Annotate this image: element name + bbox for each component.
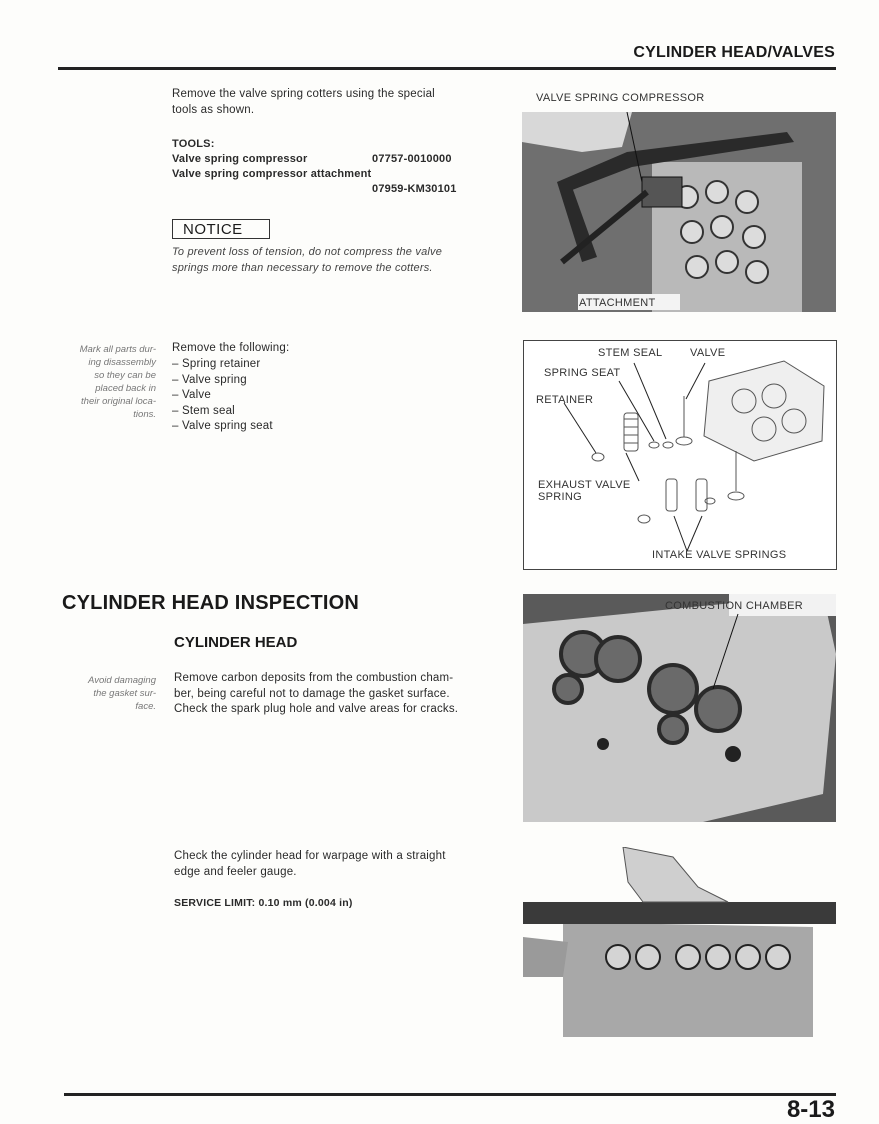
label-stem-seal: STEM SEAL bbox=[598, 347, 663, 359]
tool1-name: Valve spring compressor bbox=[172, 153, 308, 165]
label-intake-valve-springs: INTAKE VALVE SPRINGS bbox=[652, 549, 787, 561]
removal-list bbox=[172, 357, 273, 435]
list-item: – Valve spring bbox=[172, 373, 247, 386]
exhaust-line-2: SPRING bbox=[538, 491, 582, 503]
combustion-chamber-photo bbox=[523, 594, 836, 822]
list-item: – Spring retainer bbox=[172, 358, 261, 370]
list-item: – Valve spring seat bbox=[172, 420, 273, 432]
notice-text bbox=[172, 245, 442, 276]
margin-note-gasket bbox=[56, 674, 156, 713]
notice-line-2: springs more than necessary to remove the cotters. bbox=[172, 261, 433, 274]
note-line: the gasket sur- bbox=[93, 688, 156, 699]
tool2-number: 07959-KM30101 bbox=[372, 183, 457, 195]
note-line: tions. bbox=[133, 409, 156, 420]
note-line: their original loca- bbox=[81, 396, 156, 407]
warpage-photo-art bbox=[523, 847, 836, 1037]
cotters-instruction bbox=[172, 87, 512, 118]
carbon-line: Remove carbon deposits from the combustion cham- bbox=[174, 672, 454, 684]
valve-parts-diagram bbox=[523, 340, 837, 570]
tools-label: TOOLS: bbox=[172, 138, 215, 150]
carbon-instructions bbox=[174, 671, 514, 718]
label-exhaust-valve-spring bbox=[538, 479, 631, 503]
section-title: CYLINDER HEAD/VALVES bbox=[633, 44, 835, 61]
footer-rule bbox=[64, 1093, 836, 1096]
notice-box: NOTICE bbox=[172, 219, 270, 239]
list-item: – Valve bbox=[172, 389, 211, 401]
page-number: 8-13 bbox=[786, 1096, 835, 1123]
label-combustion-chamber: COMBUSTION CHAMBER bbox=[665, 600, 804, 612]
label-valve-spring-compressor: VALVE SPRING COMPRESSOR bbox=[536, 92, 705, 104]
warpage-line-1: Check the cylinder head for warpage with a straight bbox=[174, 850, 446, 862]
note-line: so they can be bbox=[94, 370, 156, 381]
notice-line-1: To prevent loss of tension, do not compress the valve bbox=[172, 246, 443, 258]
warpage-line-2: edge and feeler gauge. bbox=[174, 865, 297, 878]
note-line: Mark all parts dur- bbox=[79, 344, 156, 355]
removal-intro: Remove the following: bbox=[172, 342, 290, 354]
section-heading: CYLINDER HEAD INSPECTION bbox=[62, 592, 360, 614]
combustion-photo-art bbox=[523, 594, 836, 822]
note-line: placed back in bbox=[95, 383, 156, 394]
tool1-number: 07757-0010000 bbox=[372, 153, 452, 165]
compressor-photo bbox=[522, 112, 836, 312]
note-line: Avoid damaging bbox=[88, 675, 156, 686]
label-valve: VALVE bbox=[690, 347, 726, 359]
margin-note-mark-parts bbox=[52, 343, 156, 421]
compressor-photo-art bbox=[522, 112, 836, 312]
note-line: ing disassembly bbox=[88, 357, 156, 368]
warpage-photo bbox=[523, 847, 836, 1037]
warpage-instructions bbox=[174, 849, 514, 880]
carbon-line: Check the spark plug hole and valve areas for cracks. bbox=[174, 703, 459, 715]
label-attachment: ATTACHMENT bbox=[579, 297, 656, 309]
cotters-line-1: Remove the valve spring cotters using the special bbox=[172, 88, 435, 100]
list-item: – Stem seal bbox=[172, 404, 235, 417]
label-retainer: RETAINER bbox=[536, 394, 594, 406]
service-limit: SERVICE LIMIT: 0.10 mm (0.004 in) bbox=[174, 897, 353, 909]
note-line: face. bbox=[135, 701, 156, 712]
carbon-line: ber, being careful not to damage the gasket surface. bbox=[174, 687, 450, 700]
cotters-line-2: tools as shown. bbox=[172, 103, 255, 116]
sub-heading: CYLINDER HEAD bbox=[174, 634, 298, 651]
header-rule bbox=[58, 67, 836, 70]
tool2-name: Valve spring compressor attachment bbox=[172, 168, 372, 180]
label-spring-seat: SPRING SEAT bbox=[544, 367, 621, 379]
exhaust-line-1: EXHAUST VALVE bbox=[538, 479, 631, 491]
